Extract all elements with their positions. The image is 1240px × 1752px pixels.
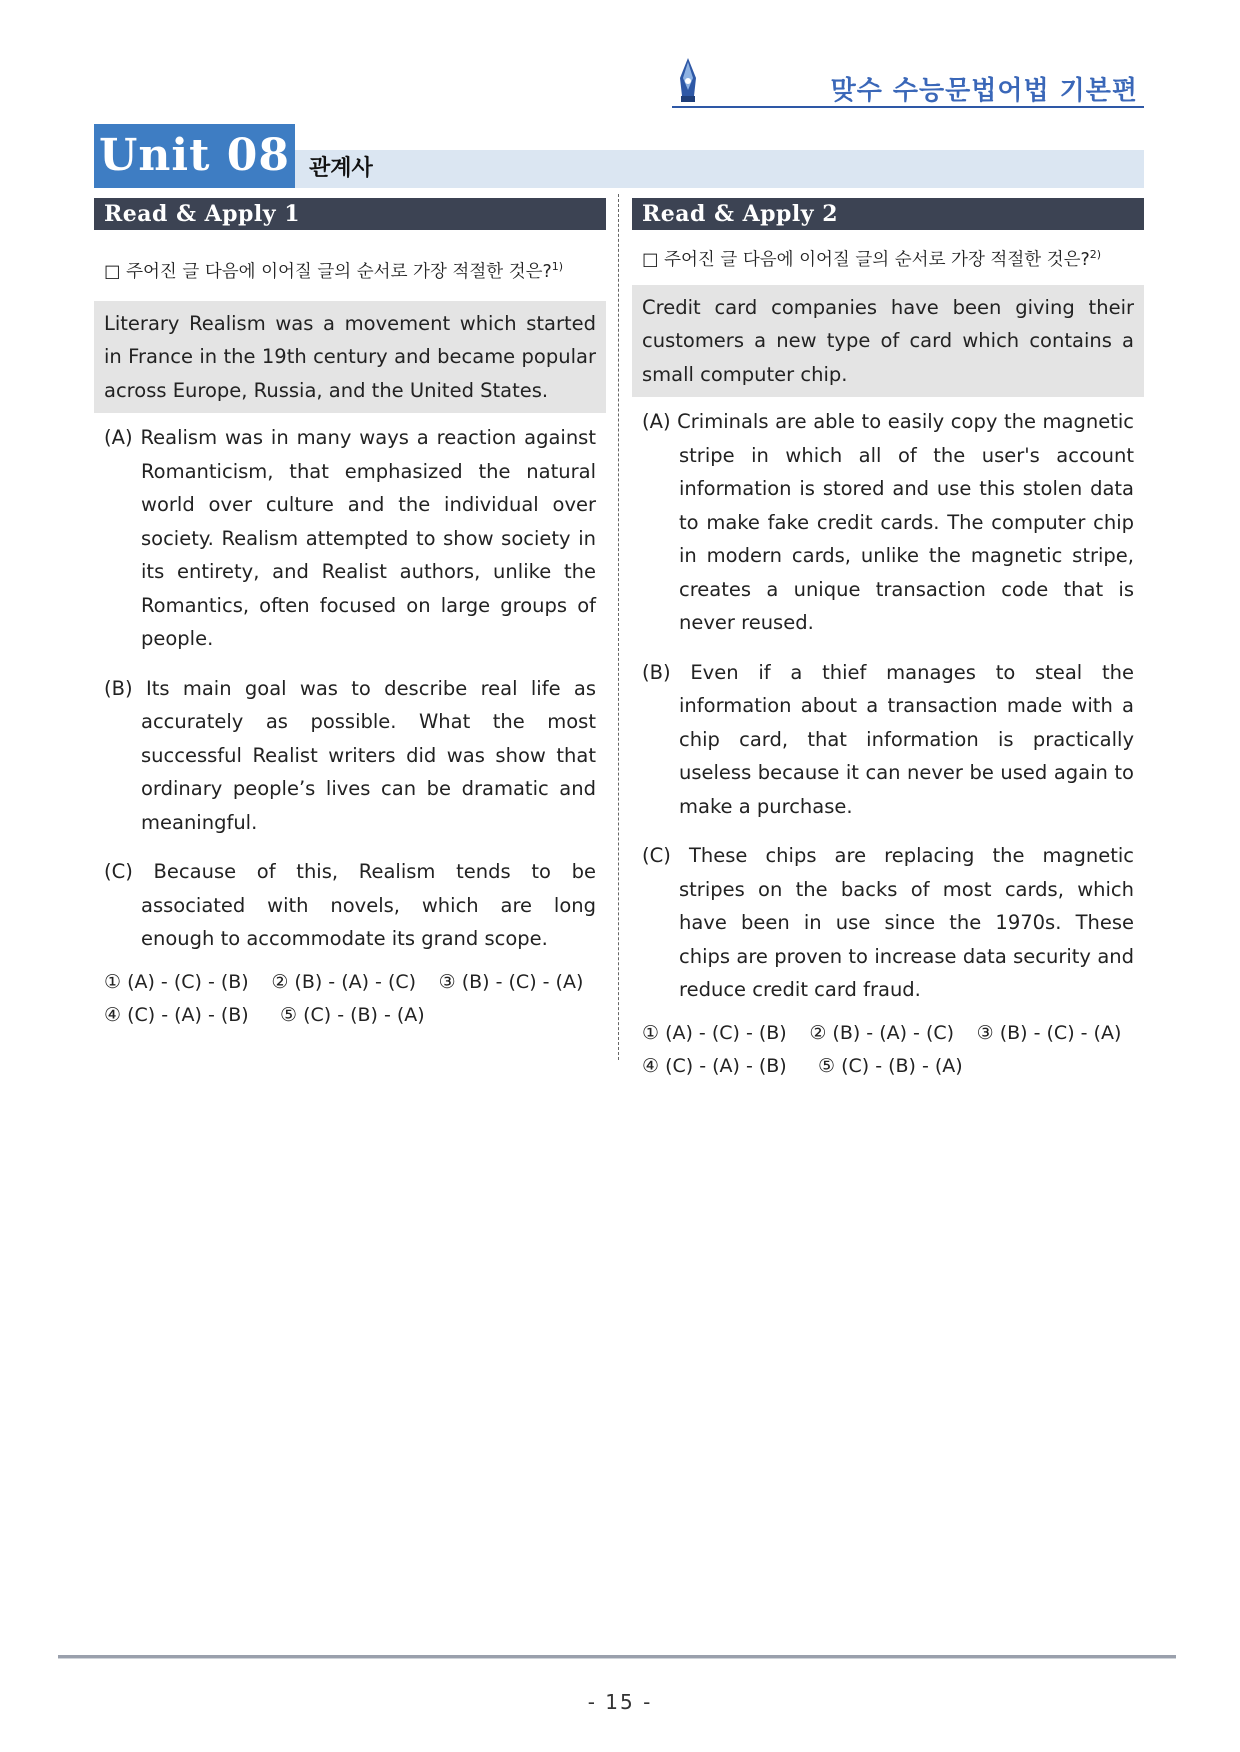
paragraph-item xyxy=(632,656,1144,824)
item-label: (B) xyxy=(642,660,671,684)
item-text: Its main goal was to describe real life as accurately as possible. What the most successful Realist writers did was show that ordinary people’s lives can be dramatic and meaningful. xyxy=(141,676,597,834)
question-text: □ 주어진 글 다음에 이어질 글의 순서로 가장 적절한 것은? xyxy=(642,249,1090,270)
item-label: (B) xyxy=(104,676,133,700)
answer-choice: ① (A) - (C) - (B) xyxy=(104,970,249,993)
footnote-marker: 2) xyxy=(1089,248,1102,261)
answer-choice: ② (B) - (A) - (C) xyxy=(809,1021,955,1044)
item-text: Criminals are able to easily copy the magnetic stripe in which all of the user's account information is stored and use this stolen data to make fake credit cards. The computer chip in modern cards, unlike the magnetic stripe, creates a unique transaction code that is never reused. xyxy=(677,410,1134,635)
answer-choice: ③ (B) - (C) - (A) xyxy=(438,970,584,993)
answer-choices xyxy=(632,1017,1144,1084)
given-passage: Credit card companies have been giving their customers a new type of card which contains a small computer chip. xyxy=(632,285,1144,398)
section-read-apply-1 xyxy=(94,198,606,1033)
section-heading: Read & Apply 2 xyxy=(632,198,1144,230)
item-text: Even if a thief manages to steal the information about a transaction made with a chip card, that information is practically useless because it can never be used again to make a purchase. xyxy=(679,660,1134,818)
paragraph-item xyxy=(94,421,606,656)
unit-subtitle: 관계사 xyxy=(309,156,373,181)
footnote-marker: 1) xyxy=(551,260,564,273)
paragraph-item xyxy=(94,672,606,840)
given-passage: Literary Realism was a movement which started in France in the 19th century and became popular across Europe, Russia, and the United States. xyxy=(94,301,606,414)
answer-choice: ⑤ (C) - (B) - (A) xyxy=(818,1055,963,1078)
answer-choice: ④ (C) - (A) - (B) xyxy=(104,1004,249,1027)
answer-choice: ③ (B) - (C) - (A) xyxy=(976,1021,1122,1044)
answer-choice: ② (B) - (A) - (C) xyxy=(271,970,417,993)
section-heading: Read & Apply 1 xyxy=(94,198,606,230)
item-text: Because of this, Realism tends to be associated with novels, which are long enough to accommodate its grand scope. xyxy=(141,860,596,951)
paragraph-item xyxy=(632,405,1144,640)
question-text: □ 주어진 글 다음에 이어질 글의 순서로 가장 적절한 것은? xyxy=(104,261,552,282)
paragraph-item xyxy=(632,839,1144,1007)
item-label: (C) xyxy=(642,844,671,868)
page-number: - 15 - xyxy=(587,1690,653,1714)
unit-title-bar xyxy=(94,124,1144,188)
answer-choice: ① (A) - (C) - (B) xyxy=(642,1021,787,1044)
item-label: (C) xyxy=(104,860,133,884)
unit-label: Unit 08 xyxy=(94,124,295,188)
answer-choices xyxy=(94,966,606,1033)
paragraph-item xyxy=(94,855,606,956)
header-brand xyxy=(672,56,1144,108)
question-prompt xyxy=(94,254,606,285)
brand-title: 맞수 수능문법어법 기본편 xyxy=(830,76,1138,106)
unit-subtitle-strip xyxy=(295,150,1144,188)
footer-rule xyxy=(58,1655,1176,1659)
pen-nib-logo-icon xyxy=(672,56,704,108)
column-divider xyxy=(618,194,619,1060)
item-text: Realism was in many ways a reaction against Romanticism, that emphasized the natural world over culture and the individual over society. Realism attempted to show society in its entirety, and Realist authors, unlike the Romantics, often focused on large groups of people. xyxy=(140,426,596,651)
item-label: (A) xyxy=(104,426,133,450)
item-label: (A) xyxy=(642,410,671,434)
brand-underline xyxy=(672,106,1144,108)
question-prompt xyxy=(632,242,1144,273)
answer-choice: ④ (C) - (A) - (B) xyxy=(642,1055,787,1078)
item-text: These chips are replacing the magnetic stripes on the backs of most cards, which have been in use since the 1970s. These chips are proven to increase data security and reduce credit card fraud. xyxy=(679,844,1134,1002)
section-read-apply-2 xyxy=(632,198,1144,1084)
answer-choice: ⑤ (C) - (B) - (A) xyxy=(280,1004,425,1027)
